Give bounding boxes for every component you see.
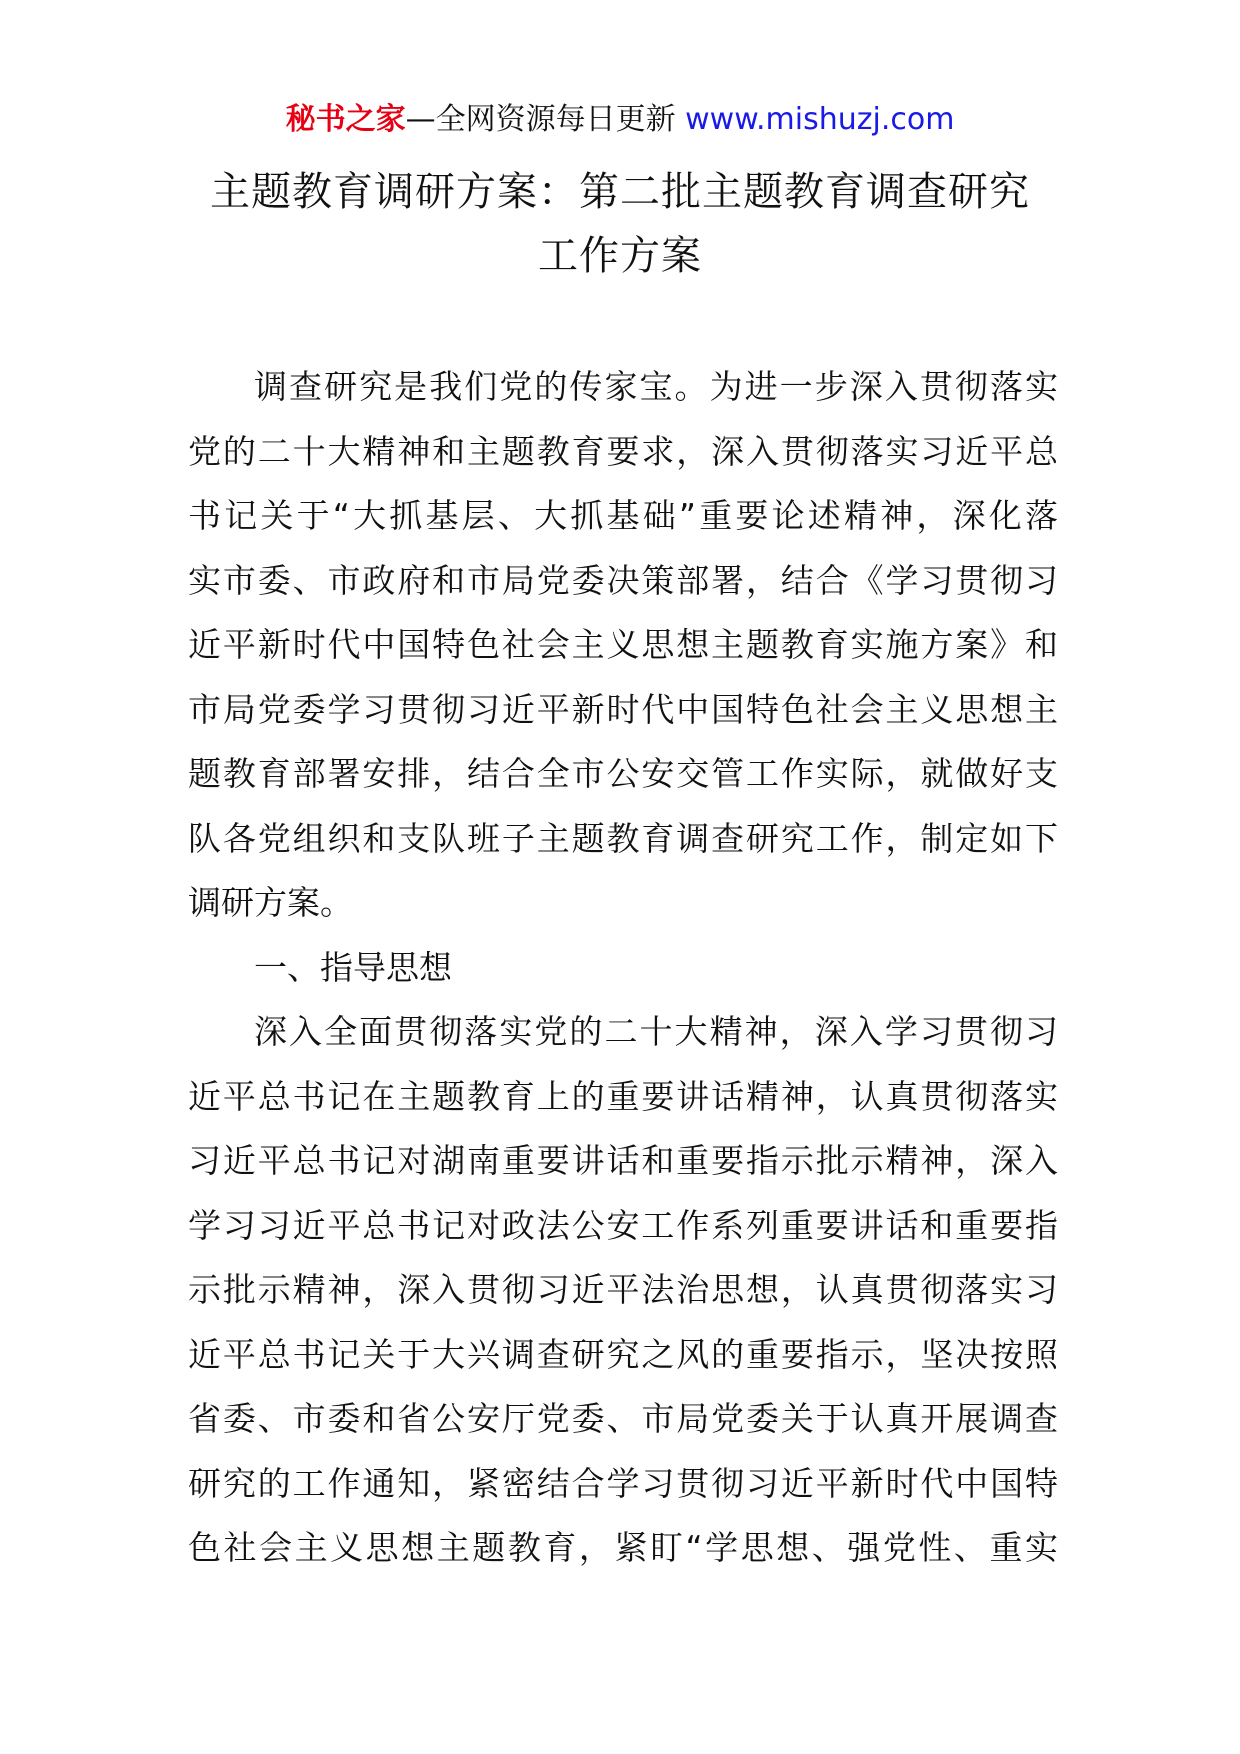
- paragraph-line: 色社会主义思想主题教育，紧盯“学思想、强党性、重实: [188, 1528, 1058, 1567]
- brand-name: 秘书之家: [285, 102, 406, 137]
- paragraph-line: 调查研究是我们党的传家宝。为进一步深入贯彻落实: [254, 367, 1058, 406]
- paragraph-line: 习近平总书记对湖南重要讲话和重要指示批示精神，深入: [188, 1141, 1058, 1180]
- document-body: [188, 355, 1058, 1581]
- paragraph-line: 示批示精神，深入贯彻习近平法治思想，认真贯彻落实习: [188, 1270, 1058, 1309]
- paragraph-line: 队各党组织和支队班子主题教育调查研究工作，制定如下: [188, 818, 1058, 858]
- document-title: [150, 160, 1090, 288]
- paragraph-line: 近平总书记关于大兴调查研究之风的重要指示，坚决按照: [188, 1334, 1058, 1374]
- paragraph-line: 深入全面贯彻落实党的二十大精神，深入学习贯彻习: [254, 1012, 1058, 1051]
- paragraph-line: 实市委、市政府和市局党委决策部署，结合《学习贯彻习: [188, 560, 1058, 600]
- paragraph-line: 题教育部署安排，结合全市公安交管工作实际，就做好支: [188, 754, 1058, 793]
- site-header: [0, 100, 1240, 140]
- header-tagline: —全网资源每日更新: [405, 102, 686, 137]
- site-url-link[interactable]: www.mishuzj.com: [685, 102, 955, 137]
- paragraph-line: 书记关于“大抓基层、大抓基础”重要论述精神，深化落: [188, 496, 1058, 535]
- section-heading: 一、指导思想: [254, 947, 452, 987]
- title-line: 主题教育调研方案：第二批主题教育调查研究: [210, 169, 1030, 215]
- paragraph-line: 市局党委学习贯彻习近平新时代中国特色社会主义思想主: [188, 689, 1058, 729]
- paragraph-line: 调研方案。: [188, 883, 353, 922]
- paragraph-line: 研究的工作通知，紧密结合学习贯彻习近平新时代中国特: [188, 1463, 1058, 1503]
- paragraph-line: 党的二十大精神和主题教育要求，深入贯彻落实习近平总: [188, 431, 1058, 471]
- paragraph-line: 近平新时代中国特色社会主义思想主题教育实施方案》和: [188, 625, 1058, 664]
- paragraph-line: 学习习近平总书记对政法公安工作系列重要讲话和重要指: [188, 1205, 1058, 1245]
- paragraph-line: 省委、市委和省公安厅党委、市局党委关于认真开展调查: [188, 1399, 1058, 1438]
- paragraph-line: 近平总书记在主题教育上的重要讲话精神，认真贯彻落实: [188, 1076, 1058, 1116]
- paragraph-intro: [188, 355, 1058, 936]
- title-line: 工作方案: [538, 233, 702, 279]
- paragraph-guiding-thought: [188, 1000, 1058, 1581]
